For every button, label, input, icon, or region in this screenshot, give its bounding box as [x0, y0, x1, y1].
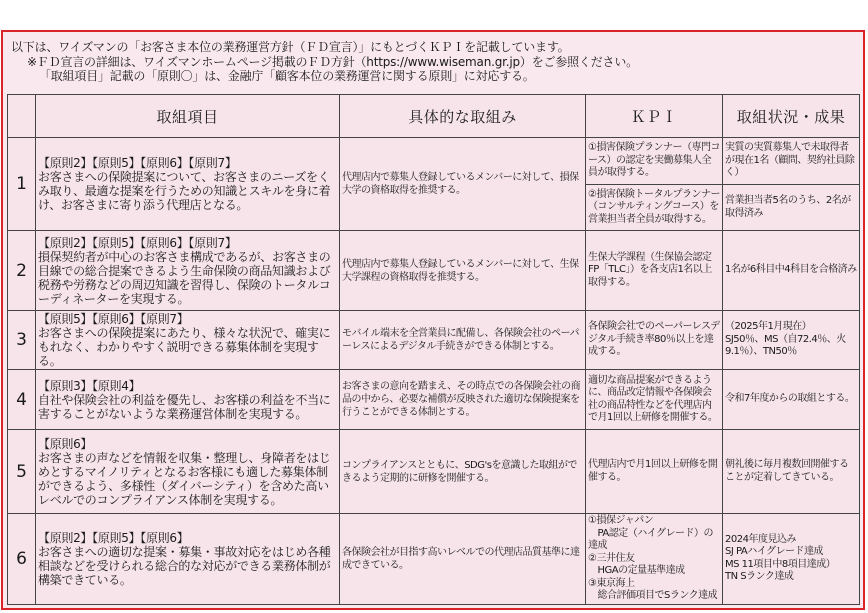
header-number: [8, 95, 36, 138]
row-status: [723, 311, 860, 370]
row-number: 1: [8, 138, 36, 231]
row-number: 2: [8, 231, 36, 311]
row-number: 3: [8, 311, 36, 370]
intro-line-1: 以下は、ワイズマンの「お客さま本位の業務運営方針（ＦＤ宣言）」にもとづくＫＰＩを記載しています。: [11, 40, 570, 54]
row-effort: 各保険会社が目指す高いレベルでの代理店品質基準に達成できている。: [340, 514, 586, 605]
row-status: [723, 514, 860, 605]
kpi-table: [7, 94, 860, 605]
row-status-text: 2024年度見込み SJ PAハイグレード達成 MS 11項目中8項目達成） TN Sランク達成: [725, 533, 836, 583]
row-status: 令和7年度からの取組とする。: [723, 370, 860, 430]
row-kpi: 各保険会社でのペーパーレスデジタル手続き率80％以上を達成する。: [586, 311, 723, 370]
row-item: [36, 138, 340, 231]
table-row: [8, 231, 860, 311]
row-item-text: 【原則2】【原則5】【原則6】【原則7】 お客さまへの保険提案について、お客さまのニーズをくみ取り、最適な提案を行うための知識とスキルを身に着け、お客さまに寄り添う代理店となる。: [38, 156, 331, 212]
table-row: [8, 138, 860, 185]
row-status: 実質の実質募集人で未取得者が現在1名（顧問、契約社員除く）: [723, 138, 860, 185]
row-item: [36, 231, 340, 311]
intro-line-2: ※ＦＤ宣言の詳細は、ワイズマンホームページ掲載のＦＤ方針（https://www.wiseman.gr.jp）をご参照ください。: [27, 54, 638, 69]
header-kpi: ＫＰＩ: [586, 95, 723, 138]
row-kpi-text: ①損保ジャパン PA認定（ハイグレード）の達成 ②三井住友 HGAの定量基準達成 ③東京海上 総合評価項目でSランク達成: [588, 515, 718, 601]
row-effort: モバイル端末を全営業員に配備し、各保険会社のペーパーレスによるデジタル手続きができる体制とする。: [340, 311, 586, 370]
row-kpi: [586, 514, 723, 605]
row-kpi: ①損害保険プランナー（専門コース）の認定を実働募集人全員が取得する。: [586, 138, 723, 185]
row-number: 4: [8, 370, 36, 430]
row-kpi: 代理店内で月1回以上研修を開催する。: [586, 430, 723, 514]
row-status-text: （2025年1月現在） SJ50％、MS（自72.4％、火9.1％）、TN50％: [725, 321, 846, 358]
table-row: [8, 370, 860, 430]
row-effort: お客さまの意向を踏まえ、その時点での各保険会社の商品の中から、必要な補償が反映された適切な保険提案を行うことができる体制とする。: [340, 370, 586, 430]
row-effort: 代理店内で募集人登録しているメンバーに対して、損保大学の資格取得を推奨する。: [340, 138, 586, 231]
table-row: [8, 430, 860, 514]
row-number: 6: [8, 514, 36, 605]
row-kpi: ②損害保険トータルプランナー（コンサルティングコース）を営業担当者全員が取得する。: [586, 185, 723, 231]
row-effort: コンプライアンスとともに、SDG'sを意識した取組ができるよう定期的に研修を開催する。: [340, 430, 586, 514]
intro-text: [11, 40, 861, 84]
header-effort: 具体的な取組み: [340, 95, 586, 138]
row-item: [36, 430, 340, 514]
row-kpi: 生保大学課程（生保協会認定FP「TLC」）を各支店1名以上取得する。: [586, 231, 723, 311]
table-row: [8, 311, 860, 370]
table-header-row: [8, 95, 860, 138]
row-item: [36, 311, 340, 370]
row-item-text: 【原則2】【原則5】【原則6】【原則7】 損保契約者が中心のお客さま構成であるが、お客さまの目線での総合提案できるよう生命保険の商品知識および税務や労務などの周辺知識を習得し、保険のトータルコーディネーターを実現する。: [38, 235, 331, 306]
row-status: 営業担当者5名のうち、2名が取得済み: [723, 185, 860, 231]
row-status: 朝礼後に毎月複数回開催することが定着してきている。: [723, 430, 860, 514]
row-kpi: 適切な商品提案ができるように、商品改定情報や各保険会社の商品特性などを代理店内で月1回以上研修を開催する。: [586, 370, 723, 430]
table-row: [8, 514, 860, 605]
header-item: 取組項目: [36, 95, 340, 138]
header-status: 取組状況・成果: [723, 95, 860, 138]
intro-line-3: 「取組項目」記載の「原則〇」は、金融庁「顧客本位の業務運営に関する原則」に対応する。: [39, 69, 535, 83]
row-status: 1名が6科目中4科目を合格済み: [723, 231, 860, 311]
row-item-text: 【原則2】【原則5】【原則6】 お客さまへの適切な提案・募集・事故対応をはじめ各種相談などを受けられる総合的な対応ができる業務体制が構築できている。: [38, 530, 331, 587]
row-effort: 代理店内で募集人登録しているメンバーに対して、生保大学課程の資格取得を推奨する。: [340, 231, 586, 311]
row-item-text: 【原則5】【原則6】【原則7】 お客さまへの保険提案にあたり、様々な状況で、確実にもれなく、わかりやすく説明できる募集体制を実現する。: [38, 312, 331, 368]
row-number: 5: [8, 430, 36, 514]
row-item: [36, 514, 340, 605]
row-item-text: 【原則6】 お客さまの声などを情報を収集・整理し、身障者をはじめとするマイノリティとなるお客様にも適した募集体制ができるよう、多様性（ダイバーシティ）を含めた高いレベルでのコンプライアンス体制を実現する。: [38, 436, 331, 507]
row-item: [36, 370, 340, 430]
row-item-text: 【原則3】【原則4】 自社や保険会社の利益を優先し、お客様の利益を不当に害することがないような業務運営体制を実現する。: [38, 378, 331, 421]
fd-kpi-panel: [1, 30, 865, 610]
